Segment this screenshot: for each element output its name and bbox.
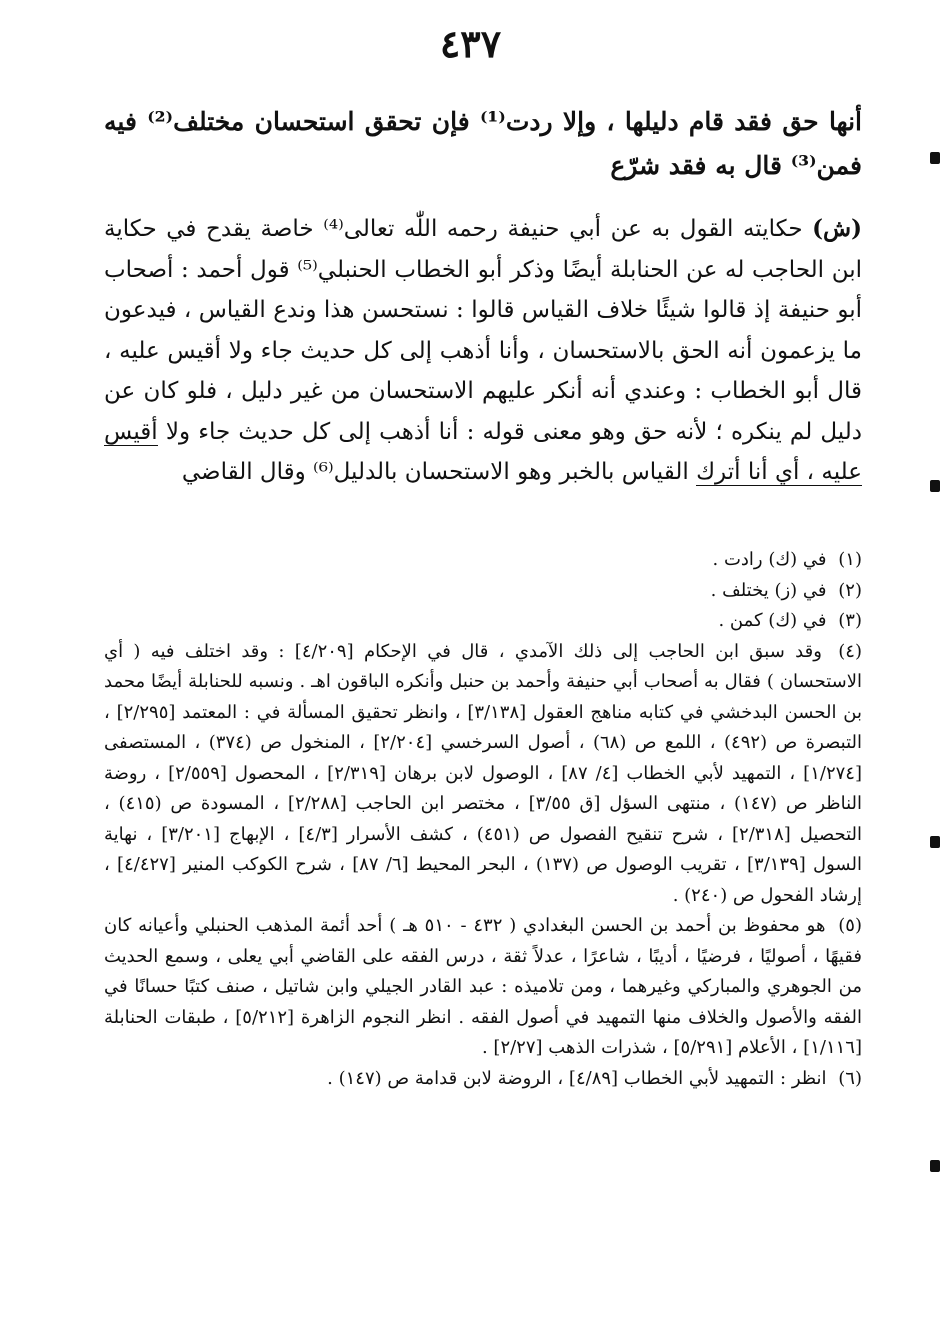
footnote-number: (٤) [838, 640, 862, 662]
footnote-number: (٦) [838, 1067, 862, 1089]
footnote-number: (٢) [838, 579, 862, 601]
footnote-text: هو محفوظ بن أحمد بن الحسن البغدادي ( ٤٣٢ - ٥١٠ هـ ) أحد أئمة المذهب الحنبلي وأعيانه كان فقيهًا ، أصوليًا ، فرضيًا ، أديبًا ، شاعرًا ، عدلاً ثقة ، درس الفقه على القاضي أبي يعلى ، وسمع الحديث من الجوهري والمباركي وغيرهما ، ومن تلاميذه : عبد القادر الجيلي وابن شاتيل ، صنف كتبًا حسانًا في الفقه والأصول والخلاف منها التمهيد في أصول الفقه . انظر النجوم الزاهرة [٥/٢١٢] ، طبقات الحنابلة [١/١١٦] ، الأعلام [٥/٢٩١] ، شذرات الذهب [٢/٢٧] . [104, 915, 862, 1058]
footnote-item [104, 606, 862, 637]
sharh-lead-marker: (ش) [812, 215, 863, 242]
footnote-text: وقد سبق ابن الحاجب إلى ذلك الآمدي ، قال في الإحكام [٤/٢٠٩] : وقد اختلف فيه ( أي الاستحسان ) فقال به أصحاب أبي حنيفة وأحمد بن حنبل وأنكره الباقون اهـ . ونسبه للحنابلة أيضًا محمد بن الحسن البدخشي في كتابه مناهج العقول [٣/١٣٨] ، وانظر تحقيق المسألة في : المعتمد [٢/٢٩٥] ، التبصرة ص (٤٩٢) ، اللمع ص (٦٨) ، أصول السرخسي [٢/٢٠٤] ، المنخول ص (٣٧٤) ، المستصفى [١/٢٧٤] ، التمهيد لأبي الخطاب [٤/ ٨٧] ، الوصول لابن برهان [٢/٣١٩] ، المحصول [٢/٥٥٩] ، روضة الناظر ص (١٤٧) ، منتهى السؤل [ق ٣/٥٥] ، مختصر ابن الحاجب [٢/٢٨٨] ، المسودة ص (٤١٥) ، التحصيل [٢/٣١٨] ، شرح تنقيح الفصول ص (٤٥١) ، كشف الأسرار [٤/٣] ، الإبهاج [٣/٢٠١] ، نهاية السول [٣/١٣٩] ، تقريب الوصول ص (١٣٧) ، البحر المحيط [٦/ ٨٧] ، شرح الكوكب المنير [٤/٤٢٧] ، إرشاد الفحول ص (٢٤٠) . [104, 640, 862, 906]
footnote-number: (١) [838, 549, 862, 570]
footnotes-list [104, 545, 862, 1094]
footnote-item [104, 637, 862, 912]
footnote-item [104, 545, 862, 576]
sharh-text-main: حكايته القول به عن أبي حنيفة رحمه اللّٰه تعالى⁽⁴⁾ خاصة يقدح في حكاية ابن الحاجب له عن الحنابلة أيضًا وذكر أبو الخطاب الحنبلي⁽⁵⁾ قول أحمد : أصحاب أبو حنيفة إذ قالوا شيئًا خلاف القياس قالوا : نستحسن هذا وندع القياس ، فيدعون ما يزعمون أنه الحق بالاستحسان ، وأنا أذهب إلى كل حديث جاء ولا أقيس عليه ، قال أبو الخطاب : وعندي أنه أنكر عليهم الاستحسان من غير دليل ، فلو كان عن دليل لم ينكره ؛ لأنه حق وهو معنى قوله : أنا أذهب إلى كل حديث جاء ولا [104, 216, 862, 445]
sharh-paragraph [104, 209, 862, 493]
scan-margin-mark [930, 480, 940, 492]
scan-margin-mark [930, 152, 940, 164]
scan-margin-mark [930, 836, 940, 848]
footnote-number: (٥) [838, 915, 862, 936]
sharh-text-underlined: أقيس عليه ، أي أنا أترك [104, 418, 862, 485]
footnote-item [104, 576, 862, 607]
footnote-text: في (ز) يختلف . [710, 579, 827, 601]
footnote-text: انظر : التمهيد لأبي الخطاب [٤/٨٩] ، الروضة لابن قدامة ص (١٤٧) . [327, 1067, 827, 1089]
footnote-item [104, 911, 862, 1064]
scan-margin-mark [930, 1160, 940, 1172]
footnote-text: في (ك) كمن . [718, 610, 827, 631]
matn-text: أنها حق فقد قام دليلها ، وإلا ردت⁽¹⁾ فإن تحقق استحسان مختلف⁽²⁾ فيه فمن⁽³⁾ قال به فقد شرّع [104, 107, 862, 180]
footnote-number: (٣) [838, 610, 862, 631]
sharh-text-end: القياس بالخبر وهو الاستحسان بالدليل⁽⁶⁾ وقال القاضي [181, 459, 697, 485]
page-number: ٤٣٧ [439, 21, 502, 66]
footnote-item [104, 1064, 862, 1095]
footnote-text: في (ك) رادت . [712, 549, 827, 570]
